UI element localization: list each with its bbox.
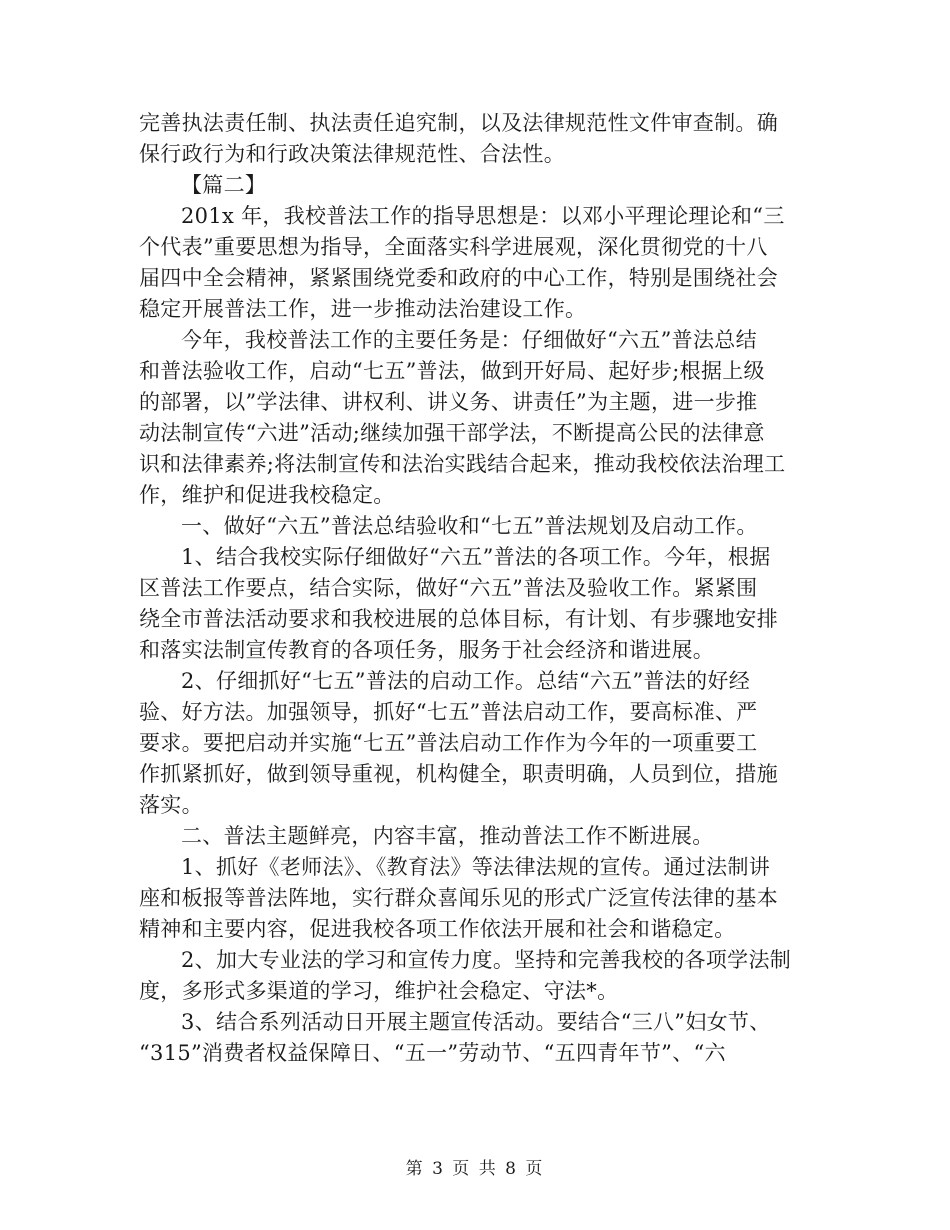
text-line: 要求。要把启动并实施“七五”普法启动工作作为今年的一项重要工 — [139, 731, 758, 755]
page-footer: 第 3 页 共 8 页 — [405, 1159, 545, 1179]
text-line: 个代表”重要思想为指导，全面落实科学进展观，深化贯彻党的十八 — [139, 235, 768, 259]
paragraph-item-1-1 — [139, 542, 811, 573]
heading-section-one — [139, 511, 811, 542]
text-line: 201x 年，我校普法工作的指导思想是：以邓小平理论理论和“三 — [181, 204, 785, 228]
text-line: 1、结合我校实际仔细做好“六五”普法的各项工作。今年，根据 — [181, 545, 771, 569]
paragraph-item-2-3 — [139, 1007, 811, 1038]
text-line: 二、普法主题鲜亮，内容丰富，推动普法工作不断进展。 — [181, 824, 714, 848]
text-line: 作抓紧抓好，做到领导重视，机构健全，职责明确，人员到位，措施 — [139, 762, 778, 786]
paragraph-item-2-3-cont — [139, 1038, 811, 1069]
text-line: 和普法验收工作，启动“七五”普法，做到开好局、起好步;根据上级 — [139, 359, 765, 383]
text-line: 3、结合系列活动日开展主题宣传活动。要结合“三八”妇女节、 — [181, 1010, 771, 1034]
text-line: 保行政行为和行政决策法律规范性、合法性。 — [139, 142, 565, 166]
paragraph-item-2-1 — [139, 852, 811, 883]
text-line: “315”消费者权益保障日、“五一”劳动节、“五四青年节”、“六 — [139, 1041, 726, 1065]
paragraph-item-2-1-cont — [139, 883, 811, 945]
text-line: 届四中全会精神，紧紧围绕党委和政府的中心工作，特别是围绕社会 — [139, 266, 778, 290]
text-line: 稳定开展普法工作，进一步推动法治建设工作。 — [139, 297, 587, 321]
text-line: 动法制宣传“六进”活动;继续加强干部学法，不断提高公民的法律意 — [139, 421, 765, 445]
paragraph-item-2-2-cont — [139, 976, 811, 1007]
text-line: 完善执法责任制、执法责任追究制，以及法律规范性文件审查制。确 — [139, 111, 778, 135]
paragraph-guiding-ideology — [139, 201, 811, 232]
text-line: 1、抓好《老师法》、《教育法》等法律法规的宣传。通过法制讲 — [181, 855, 771, 879]
text-line: 识和法律素养;将法制宣传和法治实践结合起来，推动我校依法治理工 — [139, 452, 786, 476]
text-line: 2、加大专业法的学习和宣传力度。坚持和完善我校的各项学法制 — [181, 948, 792, 972]
text-line: 【篇二】 — [181, 173, 267, 197]
text-line: 验、好方法。加强领导，抓好“七五”普法启动工作，要高标准、严 — [139, 700, 758, 724]
text-line: 落实。 — [139, 793, 203, 817]
section-heading-pian-er — [139, 170, 811, 201]
text-line: 精神和主要内容，促进我校各项工作依法开展和社会和谐稳定。 — [139, 917, 736, 941]
paragraph-item-2-2 — [139, 945, 811, 976]
paragraph-guiding-ideology-cont — [139, 232, 811, 325]
paragraph-item-1-2 — [139, 666, 811, 697]
document-body — [139, 108, 811, 1069]
text-line: 一、做好“六五”普法总结验收和“七五”普法规划及启动工作。 — [181, 514, 758, 538]
text-line: 绕全市普法活动要求和我校进展的总体目标，有计划、有步骤地安排 — [139, 607, 778, 631]
paragraph-item-1-1-cont — [139, 573, 811, 666]
text-line: 区普法工作要点，结合实际，做好“六五”普法及验收工作。紧紧围 — [139, 576, 758, 600]
text-line: 今年，我校普法工作的主要任务是：仔细做好“六五”普法总结 — [181, 328, 757, 352]
text-line: 的部署，以”学法律、讲权利、讲义务、讲责任”为主题，进一步推 — [139, 390, 758, 414]
paragraph-item-1-2-cont — [139, 697, 811, 821]
paragraph-main-tasks-cont — [139, 356, 811, 511]
paragraph-main-tasks — [139, 325, 811, 356]
text-line: 度，多形式多渠道的学习，维护社会稳定、守法*。 — [139, 979, 619, 1003]
text-line: 和落实法制宣传教育的各项任务，服务于社会经济和谐进展。 — [139, 638, 715, 662]
text-line: 2、仔细抓好“七五”普法的启动工作。总结“六五”普法的好经 — [181, 669, 751, 693]
heading-section-two — [139, 821, 811, 852]
text-line: 座和板报等普法阵地，实行群众喜闻乐见的形式广泛宣传法律的基本 — [139, 886, 778, 910]
text-line: 作，维护和促进我校稳定。 — [139, 483, 395, 507]
paragraph-continuation — [139, 108, 811, 170]
